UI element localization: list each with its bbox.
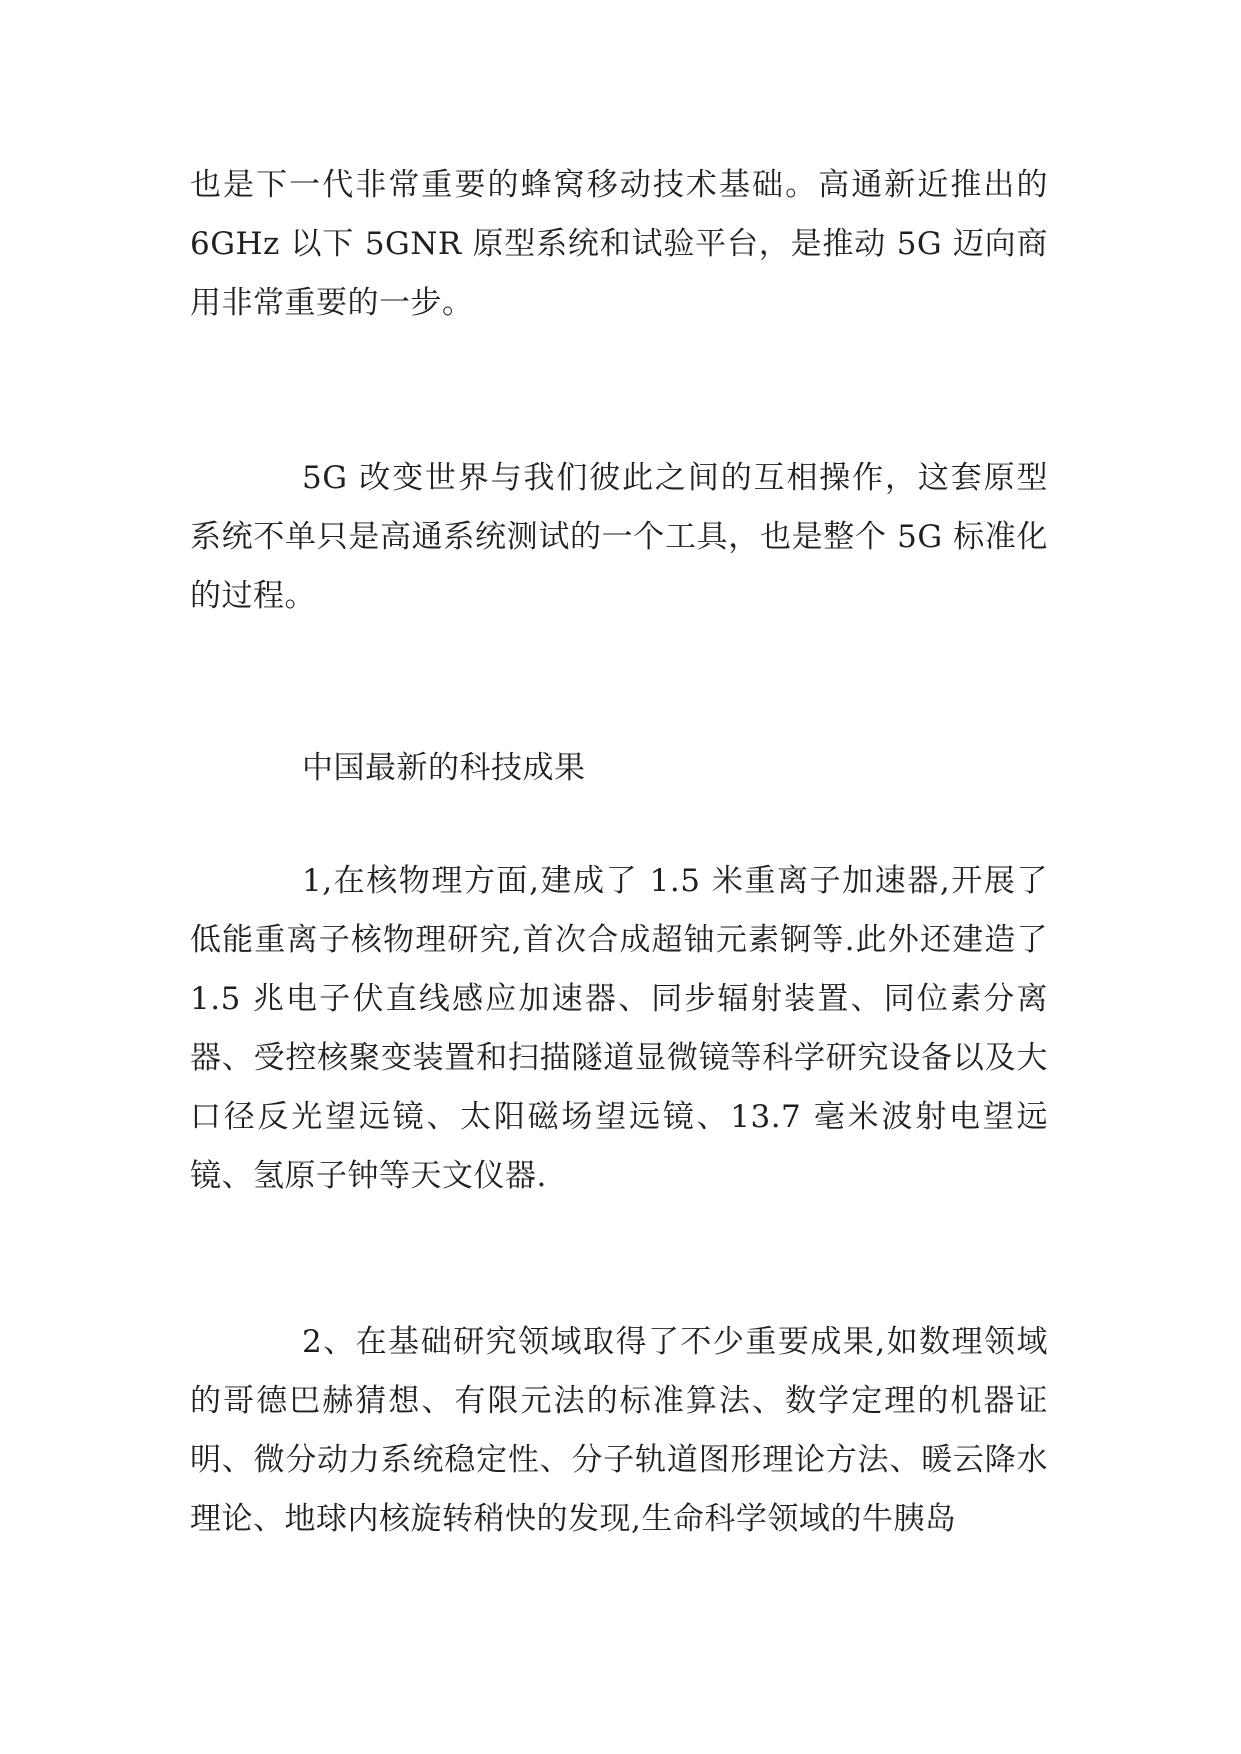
paragraph-5g-foundation: 也是下一代非常重要的蜂窝移动技术基础。高通新近推出的6GHz 以下 5GNR 原型系统和试验平台，是推动 5G 迈向商用非常重要的一步。: [190, 167, 1048, 321]
paragraph-nuclear-physics: 1,在核物理方面,建成了 1.5 米重离子加速器,开展了低能重离子核物理研究,首次合成超铀元素锕等.此外还建造了 1.5 兆电子伏直线感应加速器、同步辐射装置、同位素分离器、受控核聚变装置和扫描隧道显微镜等科学研究设备以及大口径反光望远镜、太阳磁场望远镜、13.7 毫米波射电望远镜、氢原子钟等天文仪器.: [190, 863, 1048, 1194]
paragraph-basic-research: 2、在基础研究领域取得了不少重要成果,如数理领域的哥德巴赫猜想、有限元法的标准算法、数学定理的机器证明、微分动力系统稳定性、分子轨道图形理论方法、暖云降水理论、地球内核旋转稍快的发现,生命科学领域的牛胰岛: [190, 1324, 1048, 1537]
paragraph-5g-prototype: 5G 改变世界与我们彼此之间的互相操作，这套原型系统不单只是高通系统测试的一个工具，也是整个 5G 标准化的过程。: [190, 460, 1048, 614]
section-heading: 中国最新的科技成果: [302, 750, 586, 786]
